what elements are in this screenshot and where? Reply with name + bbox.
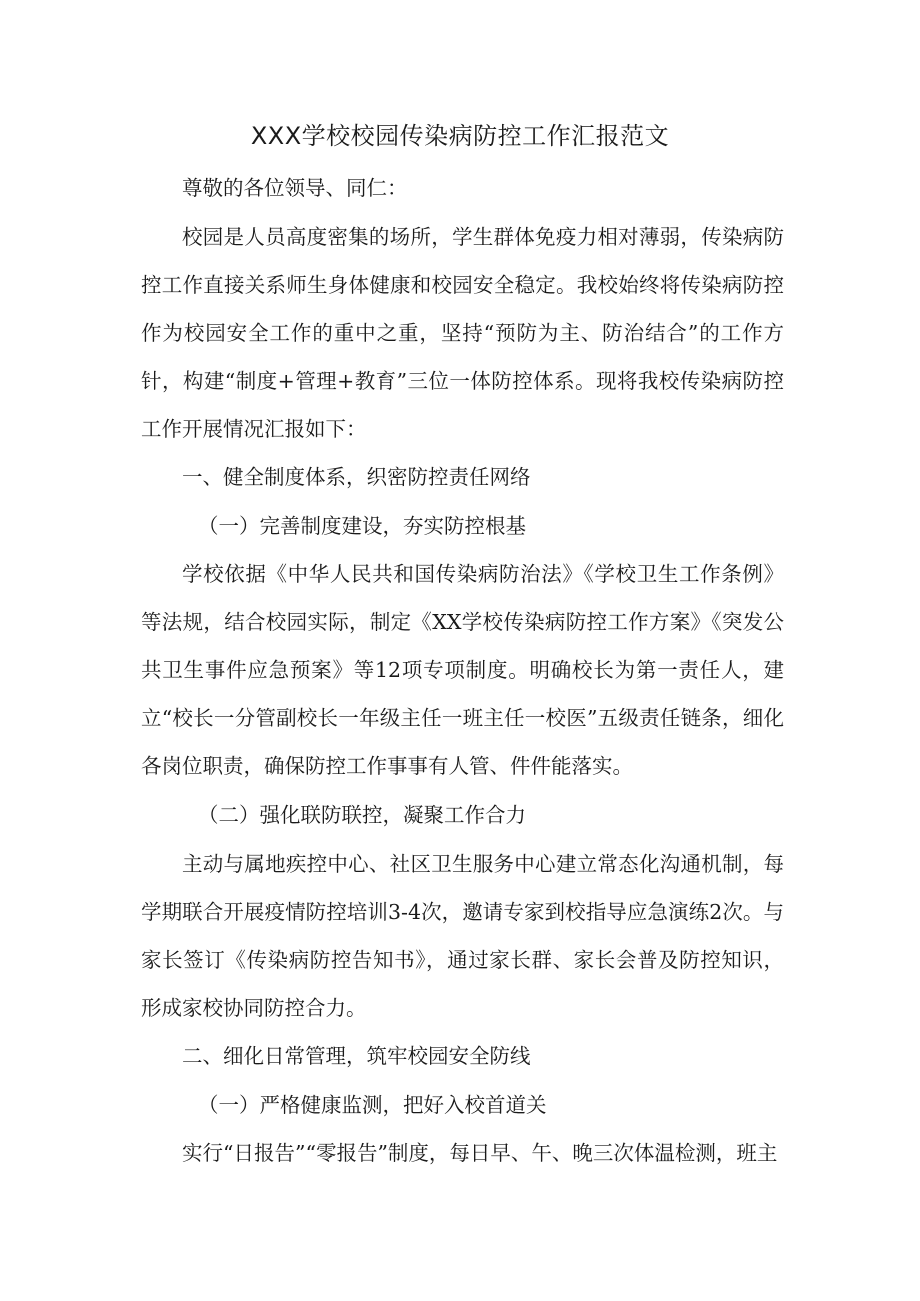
section-2-sub-1-body: 实行“日报告”“零报告”制度，每日早、午、晚三次体温检测，班主 xyxy=(182,1141,778,1166)
section-2-heading: 二、细化日常管理，筑牢校园安全防线 xyxy=(182,1044,531,1069)
section-1-heading: 一、健全制度体系，织密防控责任网络 xyxy=(182,465,531,490)
section-1-sub-1-heading: （一）完善制度建设，夯实防控根基 xyxy=(198,513,526,538)
document-title: XXX学校校园传染病防控工作汇报范文 xyxy=(250,122,670,150)
salutation: 尊敬的各位领导、同仁： xyxy=(182,176,408,200)
document-body xyxy=(141,164,784,1178)
section-1-sub-1-body: 学校依据《中华人民共和国传染病防治法》《学校卫生工作条例》等法规，结合校园实际，制定《XX学校传染病防控工作方案》《突发公共卫生事件应急预案》等12项专项制度。明确校长为第一责任人，建立“校长一分管副校长一年级主任一班主任一校医”五级责任链条，细化各岗位职责，确保防控工作事事有人管、件件能落实。 xyxy=(141,562,784,779)
intro-paragraph: 校园是人员高度密集的场所，学生群体免疫力相对薄弱，传染病防控工作直接关系师生身体健康和校园安全稳定。我校始终将传染病防控作为校园安全工作的重中之重，坚持“预防为主、防治结合”的工作方针，构建“制度+管理+教育”三位一体防控体系。现将我校传染病防控工作开展情况汇报如下： xyxy=(141,224,784,441)
section-1-sub-2-heading: （二）强化联防联控，凝聚工作合力 xyxy=(198,802,526,827)
section-2-sub-1-heading: （一）严格健康监测，把好入校首道关 xyxy=(198,1092,547,1117)
section-1-sub-2-body: 主动与属地疾控中心、社区卫生服务中心建立常态化沟通机制，每学期联合开展疫情防控培训3-4次，邀请专家到校指导应急演练2次。与家长签订《传染病防控告知书》，通过家长群、家长会普及防控知识，形成家校协同防控合力。 xyxy=(141,851,784,1020)
